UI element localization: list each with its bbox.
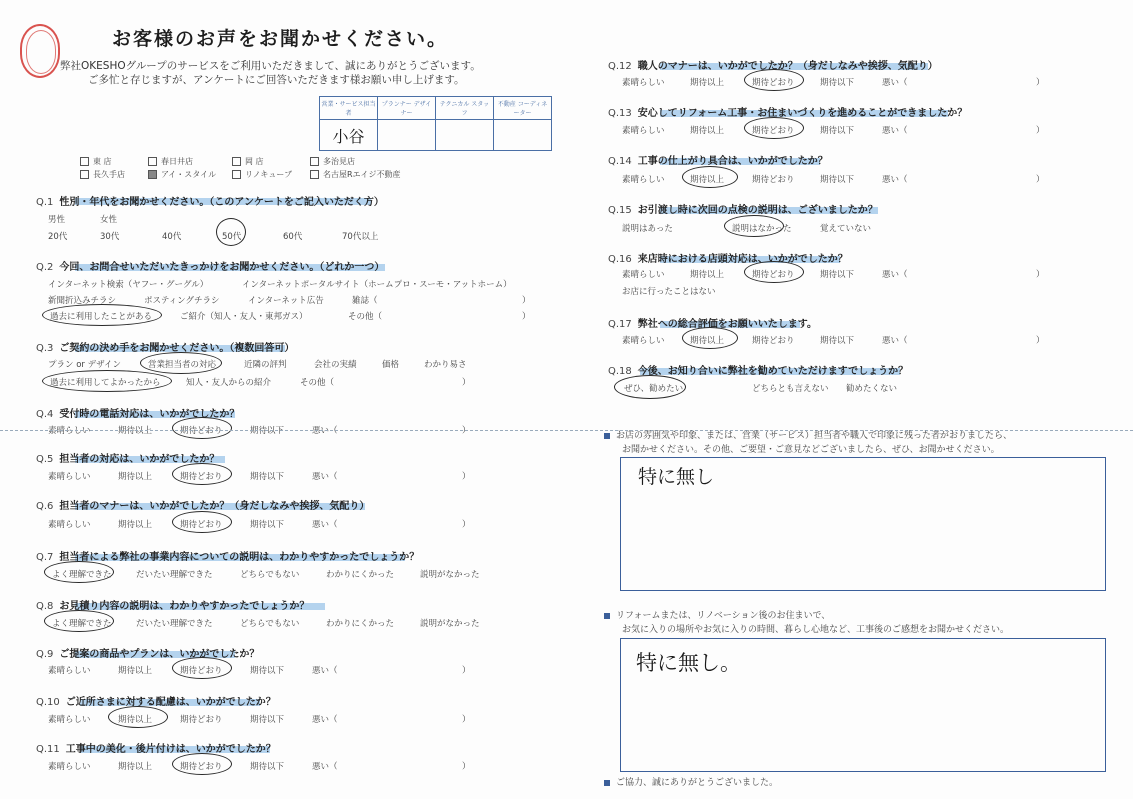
option[interactable]: 期待以上 — [690, 270, 725, 280]
option[interactable]: 期待どおり — [752, 175, 795, 185]
option[interactable]: 悪い（ — [882, 336, 908, 346]
option[interactable]: 期待以下 — [250, 426, 285, 436]
option[interactable]: 素晴らしい — [48, 715, 91, 725]
comment-1-prompt: お店の雰囲気や印象、または、営業（サービス）担当者や職人で印象に残った者がおりましたら、 — [604, 428, 1012, 441]
question-2: Q.2 今回、お問合せいただいたきっかけをお聞かせください。（どれか一つ） — [36, 262, 385, 273]
option[interactable]: 悪い（ — [312, 520, 338, 530]
option-selected[interactable]: よく理解できた — [52, 619, 112, 629]
option[interactable]: 悪い（ — [882, 270, 908, 280]
paren-close: ） — [462, 666, 471, 676]
option[interactable]: 悪い（ — [312, 666, 338, 676]
option-selected[interactable]: よく理解できた — [52, 570, 112, 580]
option-selected[interactable]: 過去に利用してよかったから — [50, 378, 161, 388]
option[interactable]: 期待以上 — [118, 426, 153, 436]
option[interactable]: わかり易さ — [424, 360, 467, 370]
option-selected[interactable]: 説明はなかった — [732, 224, 792, 234]
option[interactable]: 20代 — [48, 232, 68, 242]
question-14: Q.14 工事の仕上がり具合は、いかがでしたか？ — [608, 156, 828, 167]
option[interactable]: インターネット広告 — [248, 296, 324, 306]
question-17: Q.17 弊社への総合評価をお願いいたします。 — [608, 319, 817, 330]
option[interactable]: 雑誌（ — [352, 296, 378, 306]
option[interactable]: ご紹介（知人・友人・東邦ガス） — [180, 312, 308, 322]
option[interactable]: ポスティングチラシ — [144, 296, 220, 306]
option[interactable]: 悪い（ — [882, 78, 908, 88]
question-12: Q.12 職人のマナーは、いかがでしたか？（身だしなみや挨拶、気配り） — [608, 61, 938, 72]
option[interactable]: 悪い（ — [312, 715, 338, 725]
paren-close: ） — [462, 520, 471, 530]
option[interactable]: 説明がなかった — [420, 570, 480, 580]
option[interactable]: 悪い（ — [312, 762, 338, 772]
option[interactable]: 悪い（ — [312, 426, 338, 436]
paren-close: ） — [462, 378, 471, 388]
option[interactable]: インターネット検索（ヤフー・グーグル） — [48, 280, 209, 290]
option[interactable]: 期待以上 — [118, 762, 153, 772]
comment-1-answer[interactable]: 特に無し — [638, 466, 715, 488]
staff-realestate-name[interactable] — [494, 120, 552, 151]
option[interactable]: どちらでもない — [240, 619, 300, 629]
option[interactable]: 期待以下 — [820, 336, 855, 346]
option[interactable]: 素晴らしい — [48, 666, 91, 676]
option[interactable]: 期待以下 — [250, 472, 285, 482]
option[interactable]: 悪い（ — [882, 175, 908, 185]
question-18: Q.18 今後、お知り合いに弊社を勧めていただけますでしょうか？ — [608, 366, 909, 377]
page-title: お客様のお声をお聞かせください。 — [112, 28, 449, 50]
option[interactable]: 説明はあった — [622, 224, 673, 234]
branch-checkbox[interactable]: リノキューブ — [232, 169, 292, 180]
option[interactable]: 勧めたくない — [846, 384, 898, 394]
branch-checkbox[interactable]: 岡 店 — [232, 156, 264, 167]
option[interactable]: どちらとも言えない — [752, 384, 829, 394]
option[interactable]: 素晴らしい — [48, 472, 91, 482]
question-3: Q.3 ご契約の決め手をお聞かせください。（複数回答可） — [36, 343, 295, 354]
staff-header: 不動産 コーディネーター — [494, 97, 552, 120]
option[interactable]: 70代以上 — [342, 232, 379, 242]
option-selected[interactable]: 期待どおり — [752, 126, 795, 136]
staff-planner-name[interactable] — [378, 120, 436, 151]
option-selected[interactable]: 期待以上 — [690, 336, 725, 346]
paren-close: ） — [522, 312, 531, 322]
option-selected[interactable]: 期待どおり — [180, 762, 223, 772]
option[interactable]: 新聞折込みチラシ — [48, 296, 117, 306]
question-7: Q.7 担当者による弊社の事業内容についての説明は、わかりやすかったでしょうか？ — [36, 552, 420, 563]
question-5: Q.5 担当者の対応は、いかがでしたか？ — [36, 454, 220, 465]
option[interactable]: 素晴らしい — [622, 175, 665, 185]
branch-checkbox-checked[interactable]: アイ・スタイル — [148, 169, 216, 180]
staff-table — [319, 96, 552, 151]
paren-close: ） — [1036, 336, 1045, 346]
question-1: Q.1 性別・年代をお聞かせください。（このアンケートをご記入いただく方） — [36, 197, 384, 208]
option[interactable]: 期待以下 — [820, 270, 855, 280]
option[interactable]: 30代 — [100, 232, 120, 242]
option[interactable]: 会社の実績 — [314, 360, 357, 370]
question-16: Q.16 来店時における店頭対応は、いかがでしたか？ — [608, 254, 848, 265]
branch-checkbox[interactable]: 東 店 — [80, 156, 112, 167]
option[interactable]: プラン or デザイン — [48, 360, 122, 370]
option[interactable]: 悪い（ — [882, 126, 908, 136]
question-13: Q.13 安心してリフォーム工事・お住まいづくりを進めることができましたか？ — [608, 108, 968, 119]
paren-close: ） — [1036, 126, 1045, 136]
paren-close: ） — [1036, 78, 1045, 88]
option[interactable]: どちらでもない — [240, 570, 300, 580]
branch-checkbox[interactable]: 長久手店 — [80, 169, 125, 180]
question-6: Q.6 担当者のマナーは、いかがでしたか？（身だしなみや挨拶、気配り） — [36, 501, 370, 512]
option[interactable]: 覚えていない — [820, 224, 872, 234]
option[interactable]: 素晴らしい — [48, 762, 91, 772]
branch-checkbox[interactable]: 多治見店 — [310, 156, 355, 167]
option[interactable]: 価格 — [382, 360, 400, 370]
company-seal — [20, 24, 60, 78]
option-selected[interactable]: 期待以上 — [118, 715, 153, 725]
question-15: Q.15 お引渡し時に次回の点検の説明は、ございましたか？ — [608, 205, 878, 216]
option[interactable]: 期待以下 — [250, 715, 285, 725]
option[interactable]: 期待以上 — [118, 520, 153, 530]
paren-close: ） — [462, 472, 471, 482]
intro-line-2: ご多忙と存じますが、アンケートにご回答いただきます様お願い申し上げます。 — [88, 74, 465, 86]
option-selected[interactable]: 営業担当者の対応 — [148, 360, 217, 370]
staff-header: プランナー デザイナー — [378, 97, 436, 120]
option-selected[interactable]: 期待どおり — [180, 426, 223, 436]
option[interactable]: 40代 — [162, 232, 182, 242]
option[interactable]: わかりにくかった — [326, 570, 395, 580]
paren-close: ） — [462, 426, 471, 436]
option[interactable]: 知人・友人からの紹介 — [186, 378, 272, 388]
option[interactable]: 女性 — [100, 215, 118, 225]
option[interactable]: 素晴らしい — [48, 520, 91, 530]
option-selected[interactable]: 50代 — [222, 232, 242, 242]
option[interactable]: 期待以上 — [118, 666, 153, 676]
option-selected[interactable]: 期待どおり — [752, 78, 795, 88]
option[interactable]: 素晴らしい — [48, 426, 91, 436]
option[interactable]: 近隣の評判 — [244, 360, 287, 370]
option-selected[interactable]: 期待どおり — [180, 666, 223, 676]
option[interactable]: その他（ — [348, 312, 383, 322]
option[interactable]: 期待以下 — [250, 762, 285, 772]
comment-2-prompt: リフォームまたは、リノベーション後のお住まいで、 — [604, 608, 830, 621]
option[interactable]: 素晴らしい — [622, 270, 665, 280]
option[interactable]: 60代 — [283, 232, 303, 242]
option[interactable]: インターネットポータルサイト（ホームプロ・スーモ・アットホーム） — [242, 280, 512, 290]
option[interactable]: 素晴らしい — [622, 126, 665, 136]
staff-tech-name[interactable] — [436, 120, 494, 151]
intro-line-1: 弊社OKESHOグループのサービスをご利用いただきまして、誠にありがとうございます。 — [60, 60, 481, 72]
option[interactable]: 期待どおり — [180, 715, 223, 725]
option[interactable]: 期待以上 — [690, 126, 725, 136]
option[interactable]: 期待以下 — [250, 666, 285, 676]
staff-header: 営業・サービス担当者 — [320, 97, 378, 120]
paren-close: ） — [462, 715, 471, 725]
thanks-text: ご協力、誠にありがとうございました。 — [604, 775, 778, 788]
option[interactable]: 悪い（ — [312, 472, 338, 482]
option[interactable]: 期待以下 — [820, 175, 855, 185]
question-11: Q.11 工事中の美化・後片付けは、いかがでしたか？ — [36, 744, 276, 755]
paren-close: ） — [462, 762, 471, 772]
option[interactable]: 説明がなかった — [420, 619, 480, 629]
paren-close: ） — [1036, 270, 1045, 280]
option[interactable]: 素晴らしい — [622, 78, 665, 88]
question-9: Q.9 ご提案の商品やプランは、いかがでしたか？ — [36, 649, 260, 660]
option[interactable]: わかりにくかった — [326, 619, 395, 629]
staff-header: テクニカル スタッフ — [436, 97, 494, 120]
option[interactable]: 期待以下 — [250, 520, 285, 530]
option[interactable]: 期待以上 — [118, 472, 153, 482]
staff-sales-name[interactable]: 小谷 — [320, 120, 378, 151]
paren-close: ） — [522, 296, 531, 306]
option[interactable]: 期待以下 — [820, 78, 855, 88]
option[interactable]: その他（ — [300, 378, 335, 388]
option[interactable]: だいたい理解できた — [136, 619, 213, 629]
option[interactable]: お店に行ったことはない — [622, 287, 716, 297]
option-selected[interactable]: ぜひ、勧めたい — [624, 384, 684, 394]
option-selected[interactable]: 期待以上 — [690, 175, 725, 185]
branch-checkbox[interactable]: 春日井店 — [148, 156, 193, 167]
option[interactable]: 期待以上 — [690, 78, 725, 88]
question-8: Q.8 お見積り内容の説明は、わかりやすかったでしょうか？ — [36, 601, 310, 612]
option[interactable]: 素晴らしい — [622, 336, 665, 346]
comment-2-prompt-2: お気に入りの場所やお気に入りの時間、暮らし心地など、工事後のご感想をお聞かせください。 — [622, 625, 1010, 635]
option[interactable]: 期待以下 — [820, 126, 855, 136]
question-4: Q.4 受付時の電話対応は、いかがでしたか？ — [36, 409, 240, 420]
paren-close: ） — [1036, 175, 1045, 185]
comment-1-prompt-2: お聞かせください。その他、ご要望・ご意見などございましたら、ぜひ、お聞かせください。 — [622, 445, 1000, 455]
option-selected[interactable]: 期待どおり — [752, 270, 795, 280]
option[interactable]: 期待どおり — [752, 336, 795, 346]
comment-2-answer[interactable]: 特に無し。 — [636, 651, 741, 675]
option-selected[interactable]: 過去に利用したことがある — [50, 312, 153, 322]
question-10: Q.10 ご近所さまに対する配慮は、いかがでしたか？ — [36, 697, 276, 708]
option[interactable]: だいたい理解できた — [136, 570, 213, 580]
option-selected[interactable]: 期待どおり — [180, 520, 223, 530]
option[interactable]: 男性 — [48, 215, 66, 225]
option-selected[interactable]: 期待どおり — [180, 472, 223, 482]
branch-checkbox[interactable]: 名古屋Rエイジ不動産 — [310, 169, 401, 180]
